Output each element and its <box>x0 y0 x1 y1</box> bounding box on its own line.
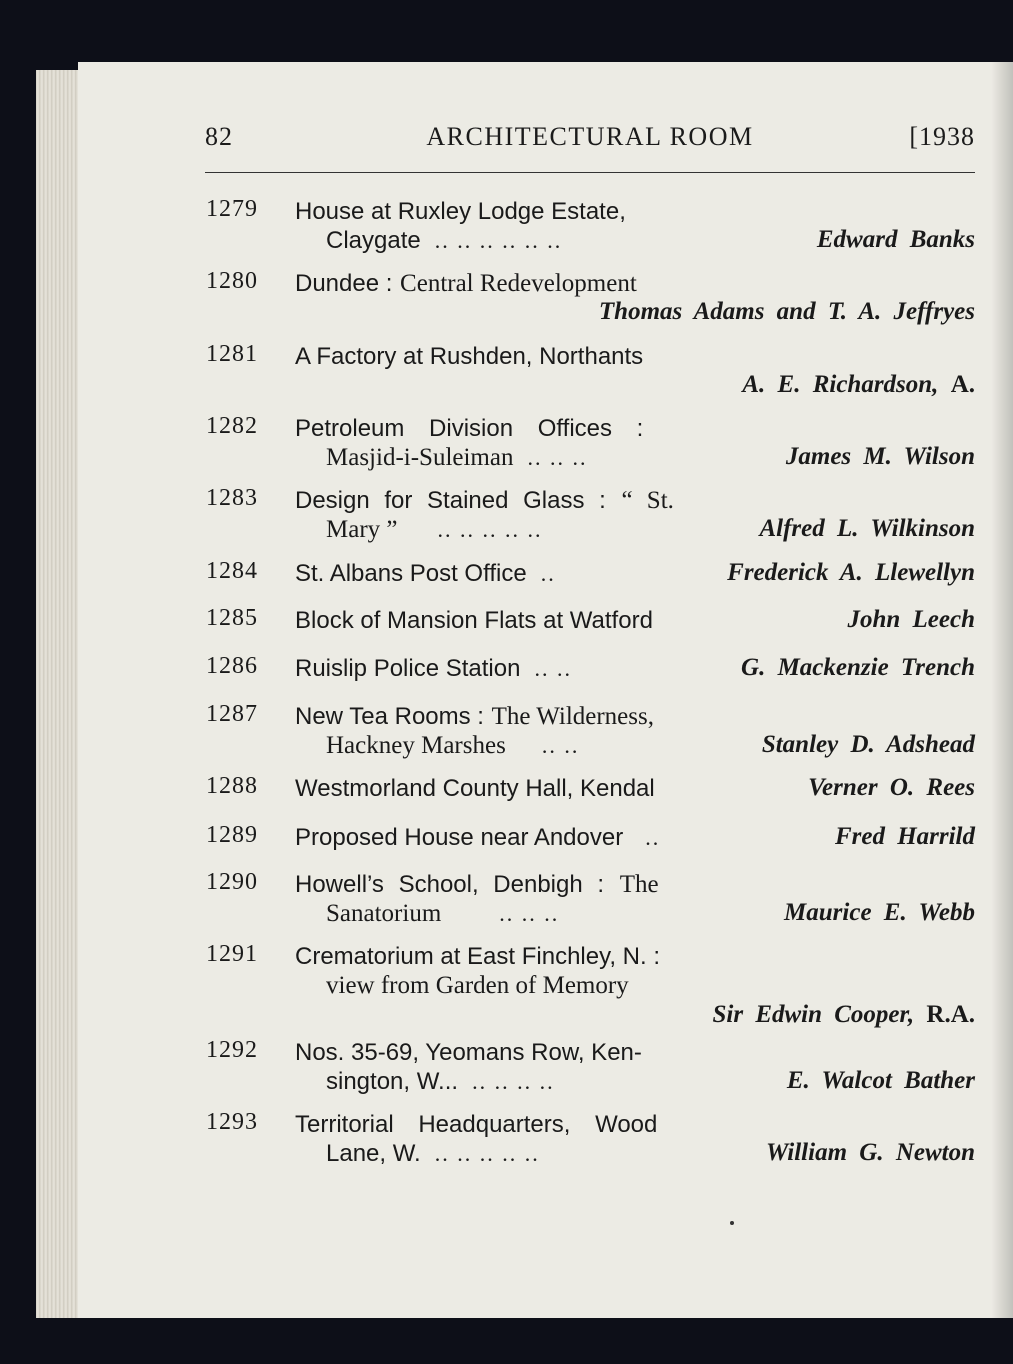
architect-name: G. Mackenzie Trench <box>741 654 975 681</box>
entry-number: 1289 <box>206 822 258 848</box>
dot-leader: .. .. .. .. .. .. <box>434 228 563 253</box>
architect-name: A. E. Richardson, <box>742 371 939 398</box>
entry-number: 1290 <box>206 869 258 895</box>
entry-title: Block of Mansion Flats at Watford <box>295 607 653 634</box>
entry-subtitle: view from Garden of Memory <box>326 972 629 999</box>
architect-name: William G. Newton <box>765 1139 975 1166</box>
dot-leader: .. .. .. .. .. <box>437 517 543 542</box>
entry-number: 1282 <box>206 413 258 439</box>
architect-name: James M. Wilson <box>785 443 975 470</box>
architect-name: Stanley D. Adshead <box>761 731 975 758</box>
entry-title: Petroleum Division Offices : <box>295 415 644 442</box>
dot-leader: .. .. .. <box>499 901 560 926</box>
architect-name: Verner O. Rees <box>808 774 975 801</box>
entry-title: Ruislip Police Station <box>295 655 521 682</box>
entry-number: 1280 <box>206 268 258 294</box>
architect-name: John Leech <box>847 606 975 633</box>
entry-title: Nos. 35-69, Yeomans Row, Ken- <box>295 1039 642 1066</box>
entry-subtitle: Masjid-i-Suleiman <box>326 444 514 471</box>
entry-number: 1281 <box>206 341 258 367</box>
dot-leader: .. <box>645 825 661 850</box>
catalogue-year: [1938 <box>909 122 975 151</box>
entry-number: 1291 <box>206 941 258 967</box>
entry-subtitle: sington, W... <box>326 1068 459 1095</box>
entry-title-rest: The Wilderness, <box>491 703 654 730</box>
dot-leader: .. .. .. .. <box>472 1069 555 1094</box>
architect-honours: R.A. <box>926 1001 975 1028</box>
entry-title: Dundee : <box>295 270 393 297</box>
entry-title: House at Ruxley Lodge Estate, <box>295 198 626 225</box>
entry-number: 1288 <box>206 773 258 799</box>
entry-title: Design for Stained Glass : <box>295 487 606 514</box>
page-number: 82 <box>205 122 233 151</box>
entry-title-rest: The <box>619 871 659 898</box>
entry-number: 1287 <box>206 701 258 727</box>
entry-number: 1293 <box>206 1109 258 1135</box>
dot-leader: .. .. .. .. .. <box>434 1141 540 1166</box>
architect-name: E. Walcot Bather <box>786 1067 975 1094</box>
entry-title-rest: “ St. <box>621 487 674 514</box>
entry-subtitle: Mary ” <box>326 516 398 543</box>
architect-name: Frederick A. Llewellyn <box>727 559 975 586</box>
dot-leader: .. <box>540 561 556 586</box>
entry-subtitle: Claygate <box>326 227 421 254</box>
architect-name: Edward Banks <box>816 226 975 253</box>
entry-title: St. Albans Post Office <box>295 560 527 587</box>
entry-number: 1286 <box>206 653 258 679</box>
architect-name: Thomas Adams and T. A. Jeffryes <box>598 298 975 325</box>
section-title: ARCHITECTURAL ROOM <box>426 122 754 151</box>
entry-title: Proposed House near Andover <box>295 824 624 851</box>
architect-name: Fred Harrild <box>834 823 975 850</box>
architect-name: Maurice E. Webb <box>784 899 975 926</box>
architect-name: Alfred L. Wilkinson <box>759 515 975 542</box>
entry-number: 1292 <box>206 1037 258 1063</box>
entry-number: 1285 <box>206 605 258 631</box>
architect-honours: A. <box>950 371 975 398</box>
entry-subtitle: Hackney Marshes <box>326 732 506 759</box>
entry-number: 1279 <box>206 196 258 222</box>
entry-title-rest: Central Redevelopment <box>400 270 637 297</box>
dot-leader: .. .. <box>534 656 572 681</box>
dot-leader: .. .. .. <box>527 445 588 470</box>
entry-title: A Factory at Rushden, Northants <box>295 343 644 370</box>
entry-title: Westmorland County Hall, Kendal <box>295 775 655 802</box>
entry-title: Territorial Headquarters, Wood <box>295 1111 658 1138</box>
print-speck <box>730 1221 734 1225</box>
entry-number: 1283 <box>206 485 258 511</box>
entry-subtitle: Lane, W. <box>326 1140 421 1167</box>
entry-subtitle: Sanatorium <box>326 900 442 927</box>
entry-number: 1284 <box>206 558 258 584</box>
entry-title: New Tea Rooms : <box>295 703 484 730</box>
dot-leader: .. .. <box>541 733 580 758</box>
entry-title: Howell’s School, Denbigh : <box>295 871 605 898</box>
entry-title: Crematorium at East Finchley, N. : <box>295 943 660 970</box>
architect-name: Sir Edwin Cooper, <box>712 1001 915 1028</box>
